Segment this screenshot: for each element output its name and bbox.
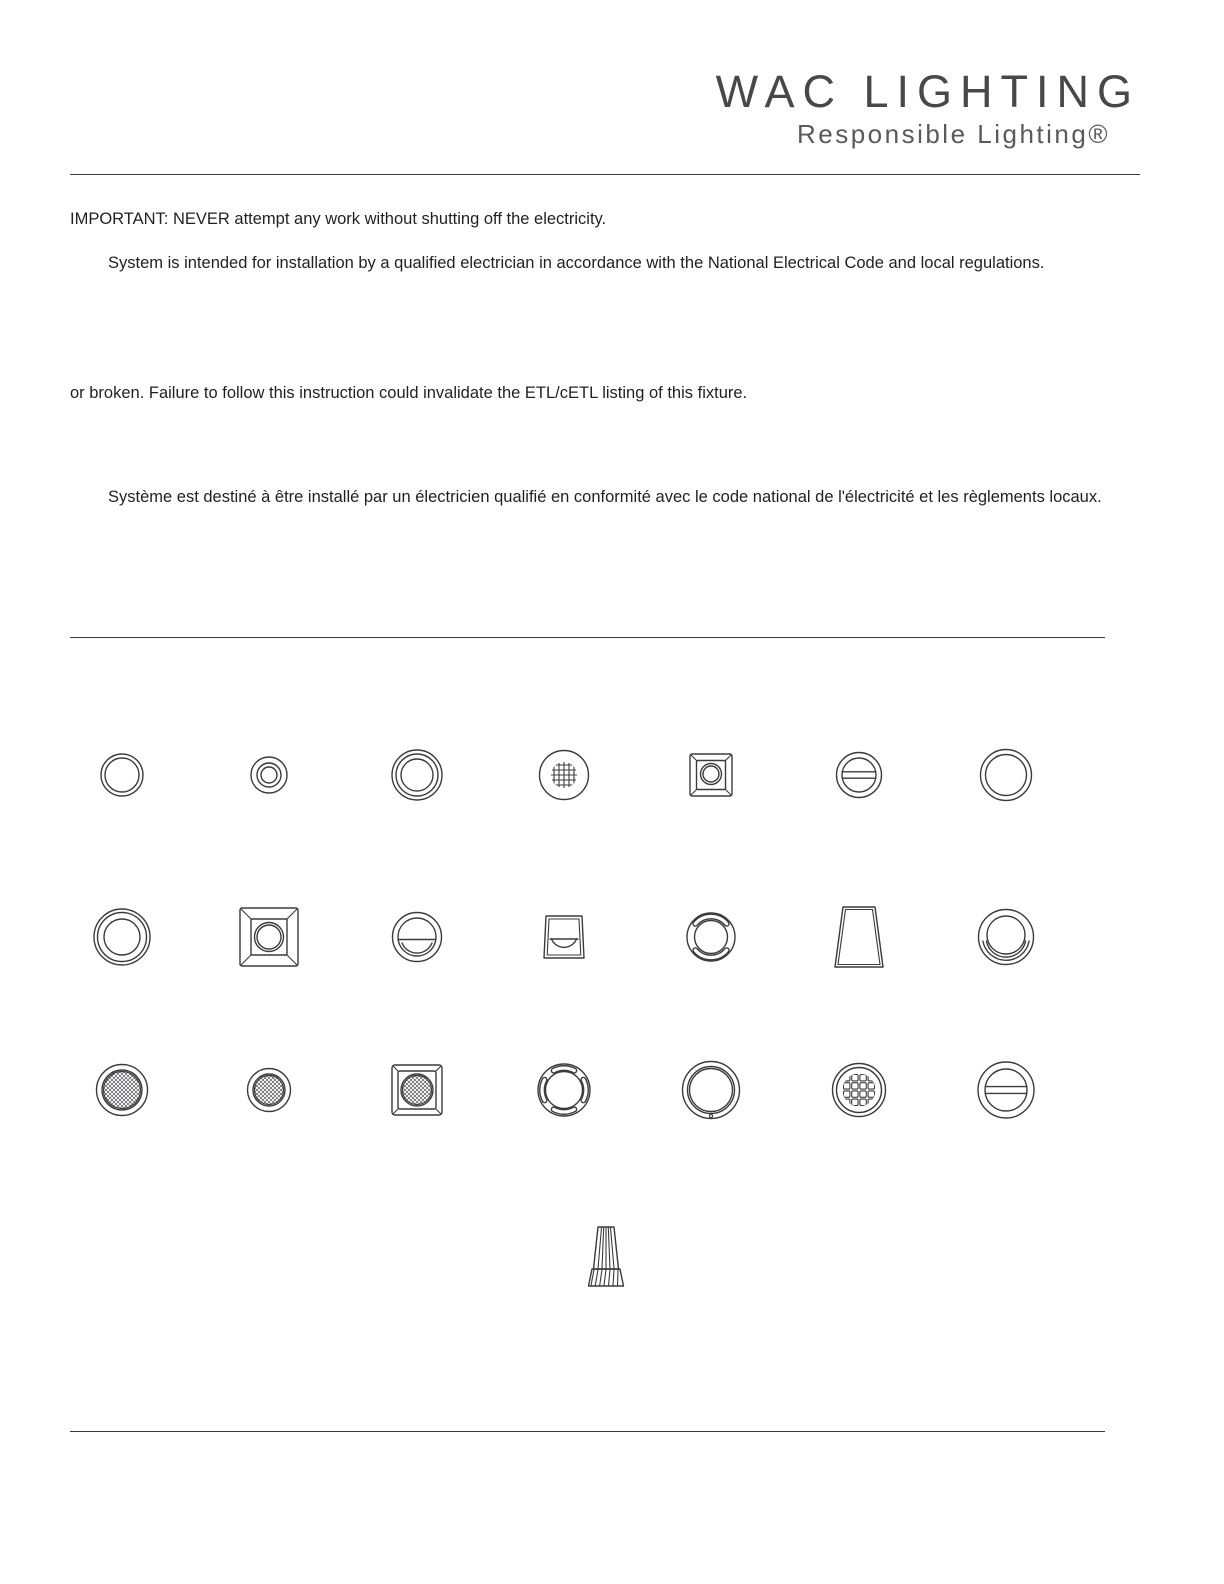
round-shielded-step-light-icon: [976, 907, 1036, 967]
fixture-cell: [817, 1048, 901, 1132]
section-divider: [70, 637, 1105, 638]
round-honeycomb-louver-small-icon: [245, 1066, 293, 1114]
fixture-cell: [375, 1048, 459, 1132]
fixture-cell: [227, 733, 311, 817]
header-divider: [70, 174, 1140, 175]
fixture-cell: [80, 1048, 164, 1132]
system-note-en: System is intended for installation by a qualified electrician in accordance with the National Electrical Code and local regulations.: [108, 254, 1045, 272]
square-trim-round-aperture-icon: [685, 749, 737, 801]
round-flanged-trim-icon: [389, 747, 445, 803]
wire-connector-wrap: [581, 1222, 631, 1304]
etl-notice-text: or broken. Failure to follow this instruction could invalidate the ETL/cETL listing of this fixture.: [70, 384, 748, 402]
square-eyelid-trim-icon: [535, 908, 593, 966]
wire-connector-icon: [581, 1222, 631, 1304]
round-honeycomb-louver-icon: [94, 1062, 150, 1118]
footer-divider: [70, 1431, 1105, 1432]
brand-tagline: Responsible Lighting®: [796, 119, 1110, 150]
fixture-cell: [227, 895, 311, 979]
fixture-icon-row-3: [80, 1048, 1048, 1132]
brand-logo: [716, 68, 1140, 150]
round-slot-aperture-icon: [834, 750, 884, 800]
fixture-cell: [817, 733, 901, 817]
round-eyelid-trim-icon: [390, 910, 444, 964]
fixture-cell: [522, 895, 606, 979]
important-warning-text: IMPORTANT: NEVER attempt any work without shutting off the electricity.: [70, 210, 607, 228]
fixture-cell: [522, 733, 606, 817]
fixture-cell: [522, 1048, 606, 1132]
round-grid-louver-icon: [830, 1061, 888, 1119]
round-open-trim-icon: [978, 747, 1034, 803]
fixture-cell: [964, 1048, 1048, 1132]
round-button-trim-icon: [248, 754, 290, 796]
fixture-cell: [669, 895, 753, 979]
fixture-cell: [964, 733, 1048, 817]
round-locking-bezel-icon: [532, 1058, 596, 1122]
round-waffle-louver-icon: [537, 748, 591, 802]
fixture-cell: [669, 1048, 753, 1132]
fixture-icon-row-2: [80, 895, 1048, 979]
round-deep-trim-icon: [680, 1059, 742, 1121]
round-open-trim-small-icon: [98, 751, 146, 799]
round-clip-bezel-icon: [684, 910, 738, 964]
brand-logo-text: WAC LIGHTING: [715, 66, 1140, 117]
square-beveled-trim-icon: [234, 902, 304, 972]
fixture-cell: [80, 733, 164, 817]
system-note-fr: Système est destiné à être installé par un électricien qualifié en conformité avec le code national de l'électricité et les règlements locaux.: [108, 488, 1102, 506]
wedge-wall-light-icon: [826, 902, 892, 972]
fixture-cell: [964, 895, 1048, 979]
square-honeycomb-louver-icon: [385, 1058, 449, 1122]
round-flanged-trim-large-icon: [91, 906, 153, 968]
fixture-cell: [669, 733, 753, 817]
fixture-cell: [227, 1048, 311, 1132]
fixture-cell: [375, 895, 459, 979]
round-split-louver-icon: [975, 1059, 1037, 1121]
fixture-icon-row-1: [80, 733, 1048, 817]
fixture-cell: [817, 895, 901, 979]
fixture-cell: [80, 895, 164, 979]
fixture-cell: [375, 733, 459, 817]
